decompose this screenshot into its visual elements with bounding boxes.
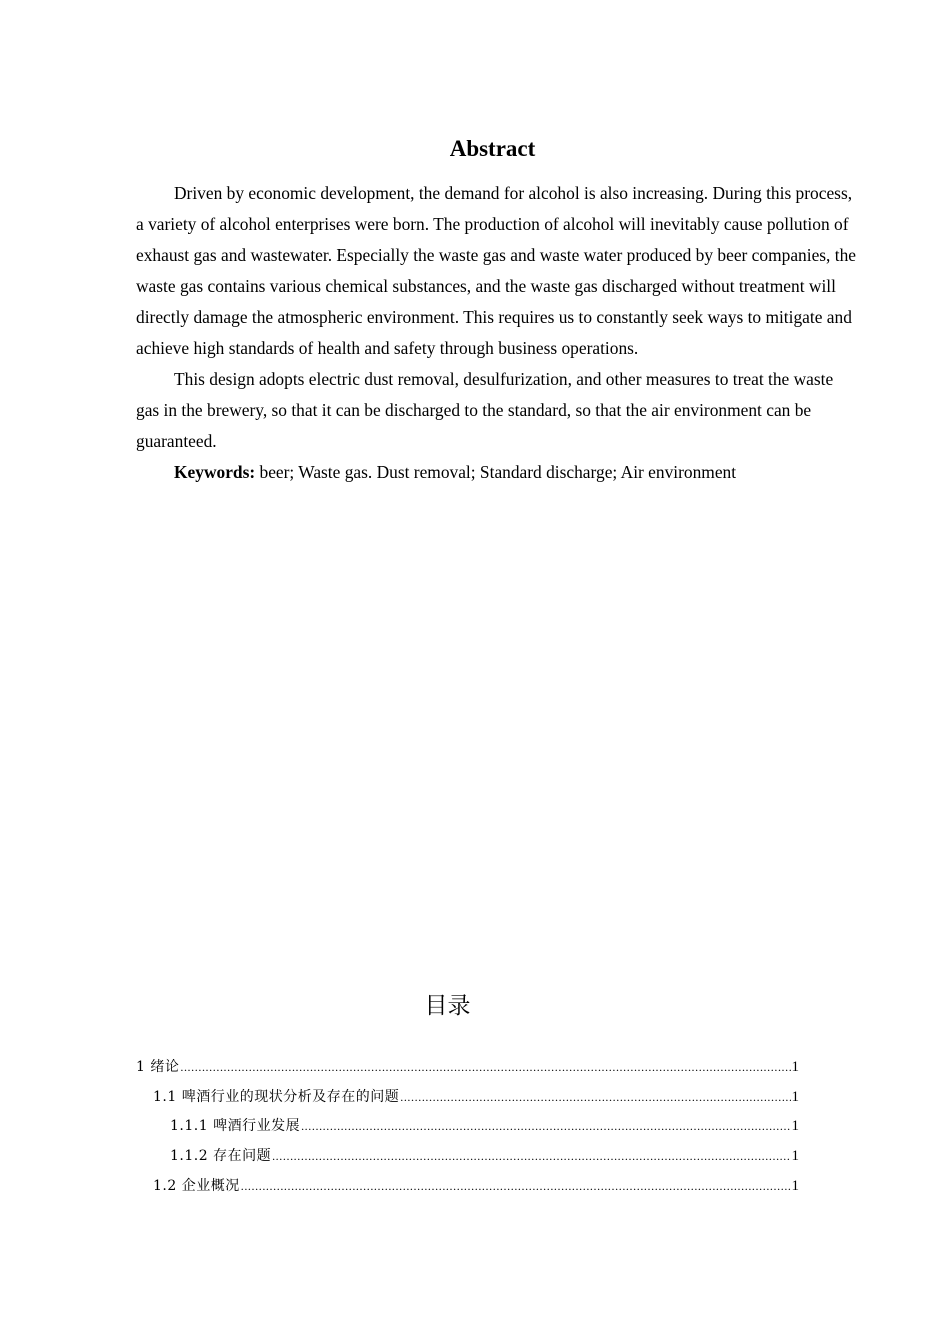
toc-entry-page: 1 (791, 1148, 799, 1165)
abstract-paragraph-1: Driven by economic development, the demand for alcohol is also increasing. During this process, a variety of alcohol enterprises were born. The production of alcohol will inevitably cause pollution of exhaust gas and wastewater. Especially the waste gas and waste water produced by beer companies, the waste gas contains various chemical substances, and the waste gas discharged without treatment will directly damage the atmospheric environment. This requires us to constantly seek ways to mitigate and achieve high standards of health and safety through business operations. (136, 183, 856, 358)
toc-entry-1-1[interactable] (136, 1083, 799, 1113)
toc-leader-dots (241, 1172, 791, 1202)
toc-entry-1-1-2[interactable] (136, 1142, 799, 1172)
toc-entry-text: 1.1 啤酒行业的现状分析及存在的问题 (153, 1088, 400, 1105)
toc-leader-dots (272, 1142, 790, 1172)
abstract-title: Abstract (449, 136, 536, 161)
toc-entry-text: 1.2 企业概况 (153, 1177, 240, 1194)
toc-entry-page: 1 (791, 1118, 799, 1135)
toc-entry-page: 1 (791, 1177, 799, 1194)
toc-entry-1-2[interactable] (136, 1172, 799, 1202)
keywords-text: beer; Waste gas. Dust removal; Standard discharge; Air environment (255, 462, 737, 482)
toc-entry-text: 1 绪论 (136, 1059, 180, 1075)
toc-leader-dots (301, 1112, 790, 1142)
toc-entry-text: 1.1.1 啤酒行业发展 (170, 1118, 301, 1135)
toc-entry-1-1-1[interactable] (136, 1112, 799, 1142)
toc-entry-text: 1.1.2 存在问题 (170, 1148, 272, 1165)
toc-leader-dots (180, 1053, 790, 1083)
toc-title: 目录 (424, 993, 471, 1019)
table-of-contents (136, 1053, 799, 1201)
toc-entry-page: 1 (791, 1059, 799, 1075)
keywords-line (136, 457, 860, 488)
toc-entry-page: 1 (791, 1088, 799, 1105)
toc-leader-dots (400, 1083, 790, 1113)
abstract-body (136, 178, 860, 488)
keywords-label: Keywords: (174, 462, 256, 482)
toc-entry-1[interactable] (136, 1053, 799, 1083)
abstract-paragraph-2: This design adopts electric dust removal, desulfurization, and other measures to treat the waste gas in the brewery, so that it can be discharged to the standard, so that the air environment can be guaranteed. (136, 369, 834, 451)
